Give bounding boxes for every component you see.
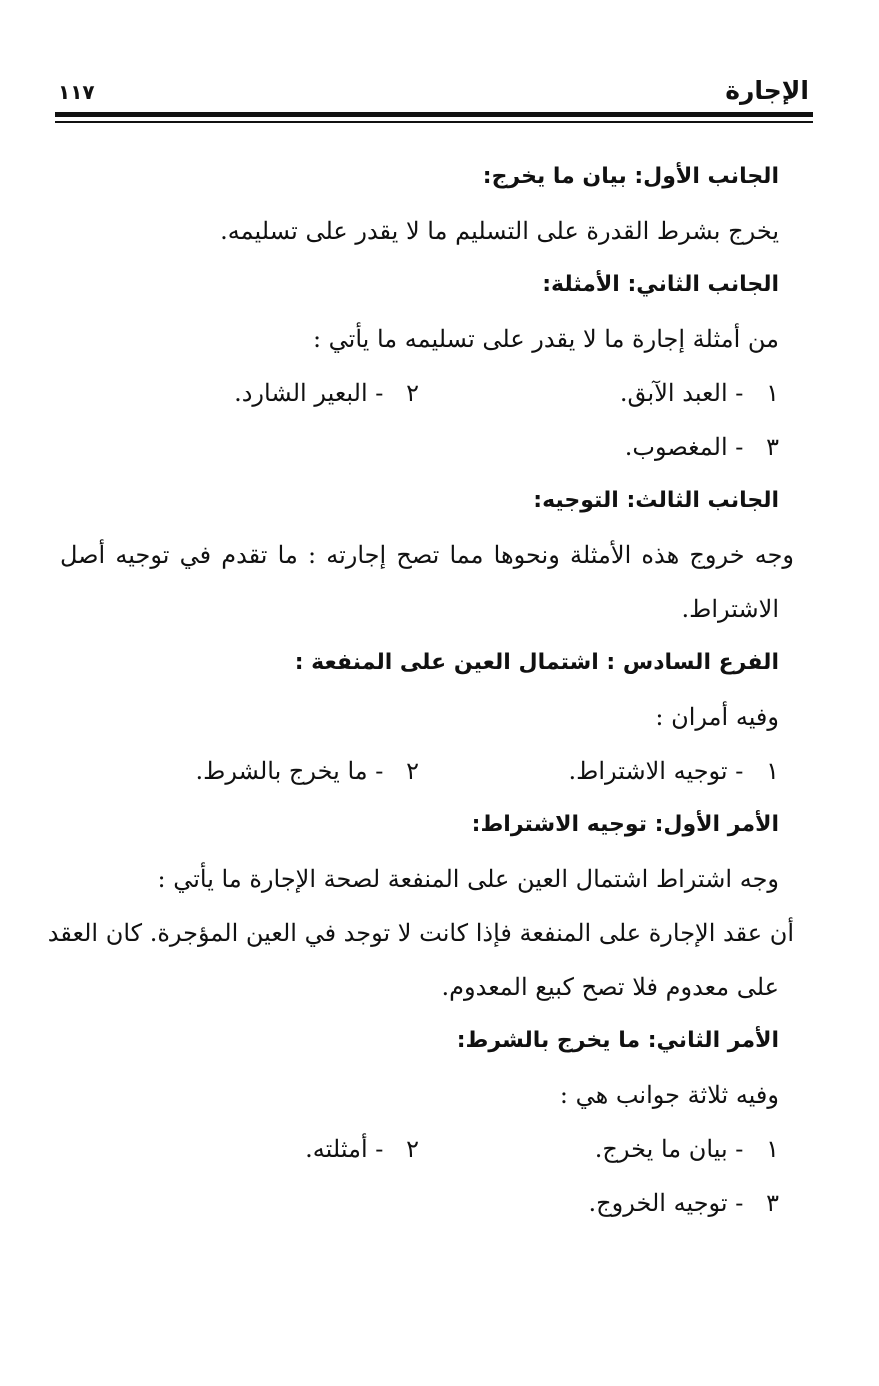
list-item bbox=[625, 420, 779, 474]
list-row bbox=[60, 366, 779, 420]
section-heading-first-matter: الأمر الأول: توجيه الاشتراط: bbox=[471, 812, 779, 837]
list-item-text: - العبد الآبق. bbox=[619, 379, 744, 407]
list-item bbox=[569, 744, 779, 798]
paragraph-line: أن عقد الإجارة على المنفعة فإذا كانت لا توجد في العين المؤجرة. كان العقد bbox=[47, 919, 794, 947]
list-item-number: ٢ bbox=[406, 757, 419, 785]
paragraph: من أمثلة إجارة ما لا يقدر على تسليمه ما يأتي : bbox=[312, 325, 779, 353]
list-item-text: - البعير الشارد. bbox=[234, 379, 384, 407]
paragraph-line: وجه خروج هذه الأمثلة ونحوها مما تصح إجارته : ما تقدم في توجيه أصل bbox=[60, 541, 794, 569]
list-row bbox=[60, 744, 779, 798]
list-item-text: - المغصوب. bbox=[624, 433, 744, 461]
list-item-text: - توجيه الخروج. bbox=[588, 1189, 744, 1217]
list-item-number: ١ bbox=[766, 1135, 779, 1163]
paragraph: وفيه أمران : bbox=[655, 703, 779, 731]
page-header bbox=[58, 70, 809, 110]
list-row bbox=[60, 1176, 779, 1230]
section-heading-sixth-branch: الفرع السادس : اشتمال العين على المنفعة : bbox=[294, 650, 779, 675]
list-item-text: - أمثلته. bbox=[305, 1135, 384, 1163]
paragraph-line: على معدوم فلا تصح كبيع المعدوم. bbox=[441, 973, 779, 1001]
list-item-text: - ما يخرج بالشرط. bbox=[195, 757, 384, 785]
list-item-number: ٣ bbox=[766, 1189, 779, 1217]
list-item-number: ٢ bbox=[406, 1135, 419, 1163]
section-heading-second-matter: الأمر الثاني: ما يخرج بالشرط: bbox=[456, 1028, 779, 1053]
list-item-text: - توجيه الاشتراط. bbox=[568, 757, 744, 785]
paragraph: وجه اشتراط اشتمال العين على المنفعة لصحة الإجارة ما يأتي : bbox=[157, 865, 779, 893]
list-item bbox=[305, 1122, 419, 1176]
header-rule-thick bbox=[55, 112, 813, 117]
list-item bbox=[595, 1122, 779, 1176]
list-item bbox=[589, 1176, 779, 1230]
page-number: ١١٧ bbox=[58, 80, 95, 104]
paragraph: وفيه ثلاثة جوانب هي : bbox=[559, 1081, 779, 1109]
header-rule-thin bbox=[55, 121, 813, 123]
list-row bbox=[60, 420, 779, 474]
list-item-number: ٢ bbox=[406, 379, 419, 407]
section-heading-third-aspect: الجانب الثالث: التوجيه: bbox=[533, 488, 779, 513]
list-item bbox=[620, 366, 779, 420]
paragraph: يخرج بشرط القدرة على التسليم ما لا يقدر على تسليمه. bbox=[220, 217, 779, 245]
list-item-number: ٣ bbox=[766, 433, 779, 461]
list-item-number: ١ bbox=[766, 379, 779, 407]
page-body bbox=[47, 150, 794, 1230]
list-item-number: ١ bbox=[766, 757, 779, 785]
list-item bbox=[196, 744, 420, 798]
paragraph-line: الاشتراط. bbox=[681, 595, 779, 623]
section-heading-first-aspect: الجانب الأول: بيان ما يخرج: bbox=[482, 164, 779, 189]
section-heading-second-aspect: الجانب الثاني: الأمثلة: bbox=[542, 272, 779, 297]
list-row bbox=[60, 1122, 779, 1176]
running-title: الإجارة bbox=[725, 76, 809, 105]
list-item bbox=[234, 366, 419, 420]
list-item-text: - بيان ما يخرج. bbox=[594, 1135, 744, 1163]
